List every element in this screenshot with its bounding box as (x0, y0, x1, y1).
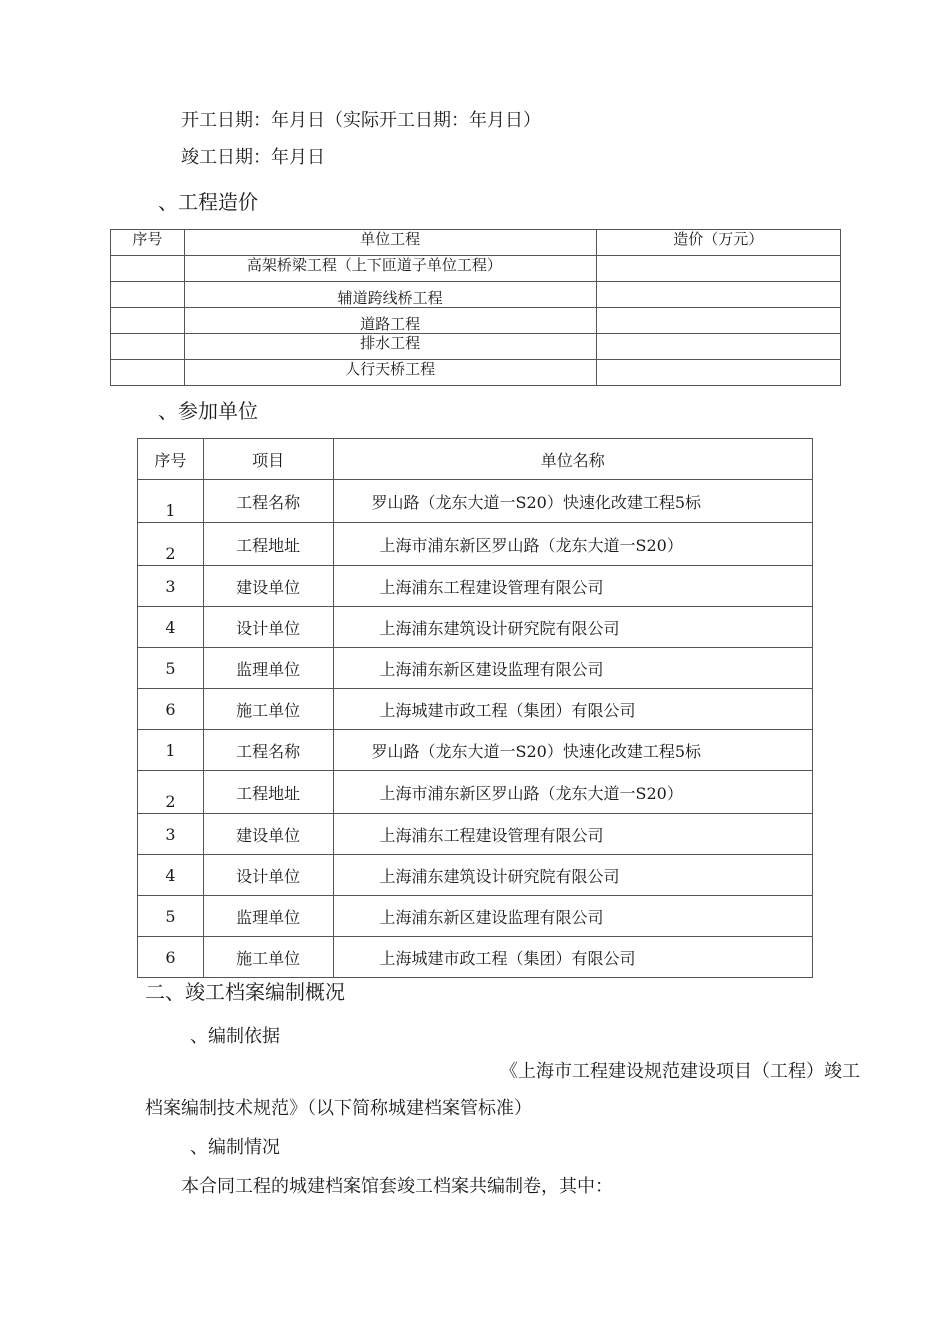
header-cell: 序号 (111, 230, 185, 256)
table-row (111, 308, 841, 334)
unit-row-name: 上海市浦东新区罗山路（龙东大道一S20） (333, 771, 812, 814)
cost-row-name: 人行天桥工程 (184, 360, 596, 386)
table-row (138, 566, 813, 607)
units-section-heading: 、参加单位 (158, 399, 258, 423)
header-cell: 造价（万元） (596, 230, 840, 256)
archive-section-heading: 二、竣工档案编制概况 (145, 980, 345, 1004)
unit-row-name: 上海城建市政工程（集团）有限公司 (333, 689, 812, 730)
unit-row-item: 工程地址 (203, 771, 333, 814)
unit-row-number: 4 (138, 607, 204, 648)
cost-row-name: 排水工程 (184, 334, 596, 360)
unit-row-item: 工程地址 (203, 523, 333, 566)
cost-row-value (596, 334, 840, 360)
table-row (111, 360, 841, 386)
basis-text-line-2: 档案编制技术规范》（以下简称城建档案管标准） (145, 1098, 532, 1119)
table-row (138, 480, 813, 523)
unit-row-item: 监理单位 (203, 896, 333, 937)
cost-row-name: 辅道跨线桥工程 (184, 282, 596, 308)
basis-text-line-1: 《上海市工程建设规范建设项目（工程）竣工 (500, 1061, 860, 1082)
status-text: 本合同工程的城建档案馆套竣工档案共编制卷，其中： (181, 1176, 613, 1197)
unit-row-number: 6 (138, 937, 204, 978)
unit-row-item: 建设单位 (203, 566, 333, 607)
table-row (138, 814, 813, 855)
unit-row-name: 罗山路（龙东大道一S20）快速化改建工程5标 (333, 730, 812, 771)
table-row (138, 648, 813, 689)
cost-row-value (596, 308, 840, 334)
unit-row-name: 罗山路（龙东大道一S20）快速化改建工程5标 (333, 480, 812, 523)
unit-row-item: 设计单位 (203, 607, 333, 648)
unit-row-item: 设计单位 (203, 855, 333, 896)
table-row (111, 256, 841, 282)
unit-row-name: 上海浦东建筑设计研究院有限公司 (333, 855, 812, 896)
cost-row-number (111, 282, 185, 308)
unit-row-item: 工程名称 (203, 480, 333, 523)
table-row (138, 689, 813, 730)
cost-section-heading: 、工程造价 (158, 190, 258, 214)
unit-row-number: 2 (138, 771, 204, 814)
table-row (138, 607, 813, 648)
unit-row-number: 3 (138, 566, 204, 607)
header-cell: 项目 (203, 439, 333, 480)
unit-row-item: 施工单位 (203, 937, 333, 978)
header-cell: 单位工程 (184, 230, 596, 256)
cost-row-number (111, 334, 185, 360)
cost-row-value (596, 360, 840, 386)
cost-row-name: 道路工程 (184, 308, 596, 334)
unit-row-number: 6 (138, 689, 204, 730)
unit-row-name: 上海浦东新区建设监理有限公司 (333, 648, 812, 689)
unit-row-name: 上海浦东建筑设计研究院有限公司 (333, 607, 812, 648)
table-row (138, 730, 813, 771)
unit-row-number: 2 (138, 523, 204, 566)
header-cell: 单位名称 (333, 439, 812, 480)
cost-row-value (596, 256, 840, 282)
unit-row-name: 上海城建市政工程（集团）有限公司 (333, 937, 812, 978)
units-table-header (138, 439, 813, 480)
unit-row-item: 施工单位 (203, 689, 333, 730)
unit-row-number: 4 (138, 855, 204, 896)
table-row (138, 855, 813, 896)
cost-row-number (111, 360, 185, 386)
unit-row-number: 1 (138, 480, 204, 523)
table-row (138, 896, 813, 937)
cost-row-value (596, 282, 840, 308)
table-row (138, 937, 813, 978)
basis-heading: 、编制依据 (190, 1026, 280, 1047)
unit-row-name: 上海浦东工程建设管理有限公司 (333, 566, 812, 607)
completion-date-line: 竣工日期：年月日 (181, 147, 325, 168)
units-table (137, 438, 813, 978)
unit-row-name: 上海浦东工程建设管理有限公司 (333, 814, 812, 855)
cost-table-header (111, 230, 841, 256)
status-heading: 、编制情况 (190, 1137, 280, 1158)
cost-row-number (111, 256, 185, 282)
cost-row-number (111, 308, 185, 334)
unit-row-item: 工程名称 (203, 730, 333, 771)
unit-row-number: 1 (138, 730, 204, 771)
start-date-line: 开工日期：年月日（实际开工日期：年月日） (181, 110, 541, 131)
unit-row-name: 上海市浦东新区罗山路（龙东大道一S20） (333, 523, 812, 566)
unit-row-number: 5 (138, 896, 204, 937)
unit-row-number: 5 (138, 648, 204, 689)
unit-row-name: 上海浦东新区建设监理有限公司 (333, 896, 812, 937)
cost-row-name: 高架桥梁工程（上下匝道子单位工程） (184, 256, 596, 282)
unit-row-number: 3 (138, 814, 204, 855)
table-row (138, 771, 813, 814)
unit-row-item: 监理单位 (203, 648, 333, 689)
table-row (111, 282, 841, 308)
table-row (111, 334, 841, 360)
table-row (138, 523, 813, 566)
unit-row-item: 建设单位 (203, 814, 333, 855)
cost-table (110, 229, 841, 386)
header-cell: 序号 (138, 439, 204, 480)
